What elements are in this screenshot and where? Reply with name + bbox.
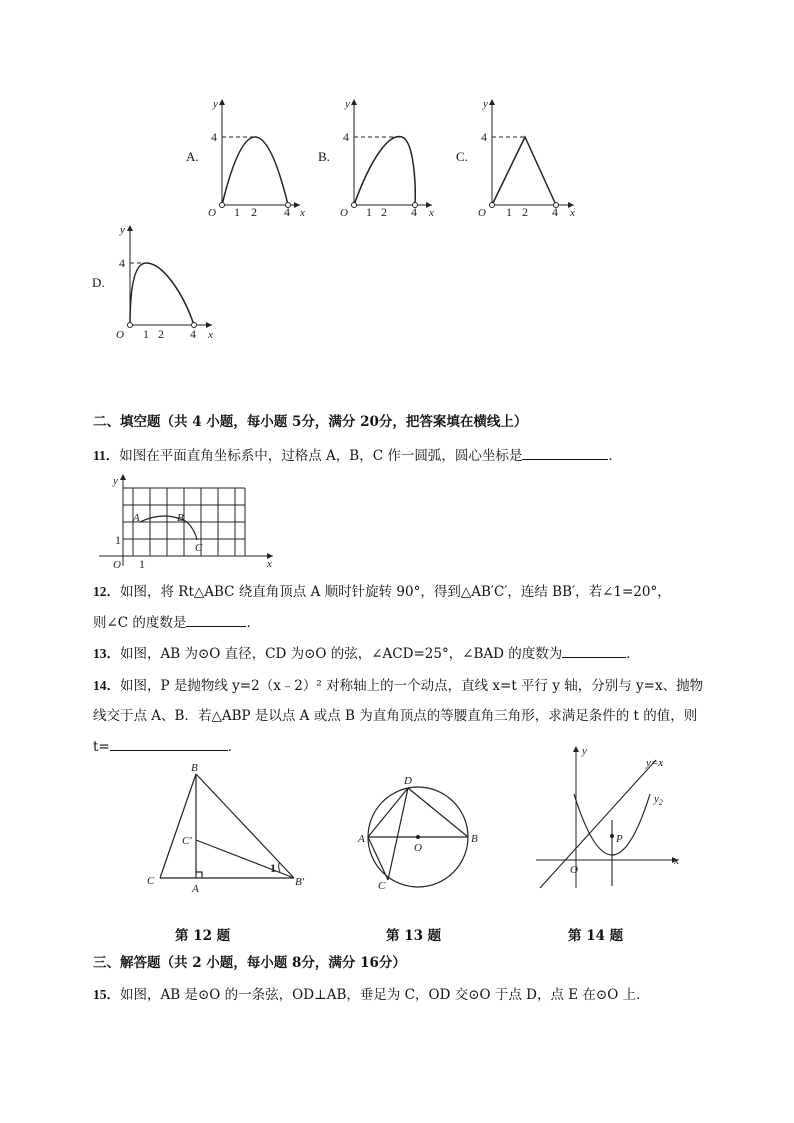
option-b-origin: O (340, 207, 348, 217)
section-2-title: 二、填空题（共 4 小题，每小题 5分，满分 20分，把答案填在横线上） (93, 414, 528, 430)
q11-answer-blank[interactable] (522, 445, 608, 460)
q14-parabola-figure (532, 740, 692, 892)
question-12-line-1 (93, 582, 671, 602)
q13-end: ． (626, 646, 640, 662)
q11-grid-figure (95, 470, 285, 575)
caption-figure-13: 第 13 题 (386, 928, 442, 944)
option-c-origin: O (478, 207, 486, 217)
q14-label-p: P (616, 833, 623, 845)
q11-end: ． (608, 448, 622, 464)
option-b-tick-4: 4 (411, 205, 417, 217)
q13-label-c: C (378, 880, 386, 892)
option-d-tick-1: 1 (143, 327, 149, 341)
q14-line-3-text: t= (93, 739, 110, 755)
option-d-tick-2: 2 (158, 327, 164, 341)
q13-label-o: O (414, 842, 422, 854)
option-c-graph (470, 95, 580, 217)
option-c-tick-2: 2 (522, 205, 528, 217)
q11-point-b: B (177, 512, 184, 524)
q12-line-1-text: 如图，将 Rt△ABC 绕直角顶点 A 顺时针旋转 90°，得到△AB′C′，连结 BB′，若∠1=20°， (120, 584, 671, 600)
q12-label-c: C (147, 875, 155, 887)
q12-line-2-text: 则∠C 的度数是 (93, 615, 187, 631)
option-d-x-axis-label: x (208, 329, 213, 341)
q11-point-c: C (195, 542, 203, 554)
q12-label-a: A (192, 883, 199, 895)
q11-origin: O (113, 559, 121, 571)
option-a-tick-1: 1 (234, 205, 240, 217)
q14-number: 14． (93, 678, 120, 693)
q14-y-axis-label: y (582, 745, 587, 757)
q13-label-a: A (358, 833, 365, 845)
q15-number: 15． (93, 987, 120, 1002)
option-b-x-axis-label: x (429, 207, 434, 217)
caption-figure-12: 第 12 题 (175, 928, 231, 944)
q12-label-b: B (191, 762, 198, 774)
question-14-line-2 (93, 706, 697, 726)
q14-end: ． (227, 739, 242, 755)
question-13 (93, 643, 640, 664)
q13-label-b: B (471, 833, 478, 845)
option-a-origin: O (208, 207, 216, 217)
option-c-ymax: 4 (481, 130, 487, 144)
q11-x-one: 1 (139, 557, 145, 571)
q13-text: 如图，AB 为⊙O 直径，CD 为⊙O 的弦，∠ACD=25°，∠BAD 的度数为 (120, 646, 563, 662)
option-a-tick-2: 2 (251, 205, 257, 217)
option-a-x-axis-label: x (300, 207, 305, 217)
q11-y-label: y (113, 475, 118, 487)
option-a-ymax: 4 (211, 130, 217, 144)
option-c-tick-4: 4 (552, 205, 558, 217)
q11-point-a: A (133, 512, 140, 524)
option-b-graph (332, 95, 442, 217)
q13-label-d: D (404, 775, 412, 787)
option-d-tick-4: 4 (190, 327, 196, 341)
q14-origin: O (570, 864, 578, 876)
q14-parabola-label: $y_2$ (654, 793, 663, 807)
q13-number: 13． (93, 646, 120, 661)
q14-line-2-text: 线交于点 A、B．若△ABP 是以点 A 或点 B 为直角顶点的等腰直角三角形，求满足条件的 t 的值，则 (93, 708, 698, 724)
q12-label-b-prime: B′ (295, 876, 305, 888)
question-12-line-2 (93, 612, 260, 633)
q12-answer-blank[interactable] (186, 612, 246, 627)
q15-text: 如图，AB 是⊙O 的一条弦，OD⊥AB，垂足为 C，OD 交⊙O 于点 D，点 E 在⊙O 上． (120, 987, 650, 1003)
q12-angle-1: 1 (270, 861, 276, 875)
caption-figure-14: 第 14 题 (568, 928, 624, 944)
option-d-y-axis-label: y (120, 224, 125, 236)
question-11 (93, 445, 622, 466)
q14-answer-blank[interactable] (110, 736, 228, 751)
section-3-title: 三、解答题（共 2 小题，每小题 8分，满分 16分） (93, 955, 406, 971)
q11-y-one: 1 (115, 533, 121, 547)
option-d-ymax: 4 (119, 256, 125, 270)
option-d-origin: O (116, 329, 124, 341)
option-b-tick-2: 2 (381, 205, 387, 217)
option-a-graph (200, 95, 310, 217)
option-a-label: A. (186, 149, 199, 164)
q12-triangle-figure (140, 762, 320, 897)
q14-line-1-text: 如图，P 是抛物线 y=2（x﹣2）² 对称轴上的一个动点，直线 x=t 平行 y 轴，分别与 y=x、抛物 (120, 678, 704, 694)
q11-number: 11． (93, 448, 120, 463)
q13-answer-blank[interactable] (562, 643, 626, 658)
option-a-tick-4: 4 (284, 205, 290, 217)
option-c-label: C. (456, 149, 468, 164)
option-b-y-axis-label: y (345, 98, 350, 110)
option-c-tick-1: 1 (506, 205, 512, 217)
option-b-tick-1: 1 (366, 205, 372, 217)
q14-line-y-equals-x: y=x (646, 757, 664, 769)
q12-label-c-prime: C′ (182, 835, 192, 847)
q12-number: 12． (93, 584, 120, 599)
q13-circle-figure (352, 762, 492, 892)
option-c-x-axis-label: x (570, 207, 575, 217)
question-14-line-1 (93, 676, 703, 696)
option-d-graph (108, 221, 220, 343)
option-a-y-axis-label: y (213, 98, 218, 110)
option-b-label: B. (318, 149, 330, 164)
option-c-y-axis-label: y (483, 98, 488, 110)
question-14-line-3 (93, 736, 241, 757)
question-15 (93, 985, 650, 1005)
q11-text: 如图在平面直角坐标系中，过格点 A，B，C 作一圆弧，圆心坐标是 (119, 448, 523, 464)
option-d-label: D. (92, 275, 105, 290)
q14-x-axis-label: x (674, 855, 679, 867)
q12-end: ． (246, 615, 260, 631)
option-b-ymax: 4 (343, 130, 349, 144)
q11-x-label: x (267, 558, 272, 570)
